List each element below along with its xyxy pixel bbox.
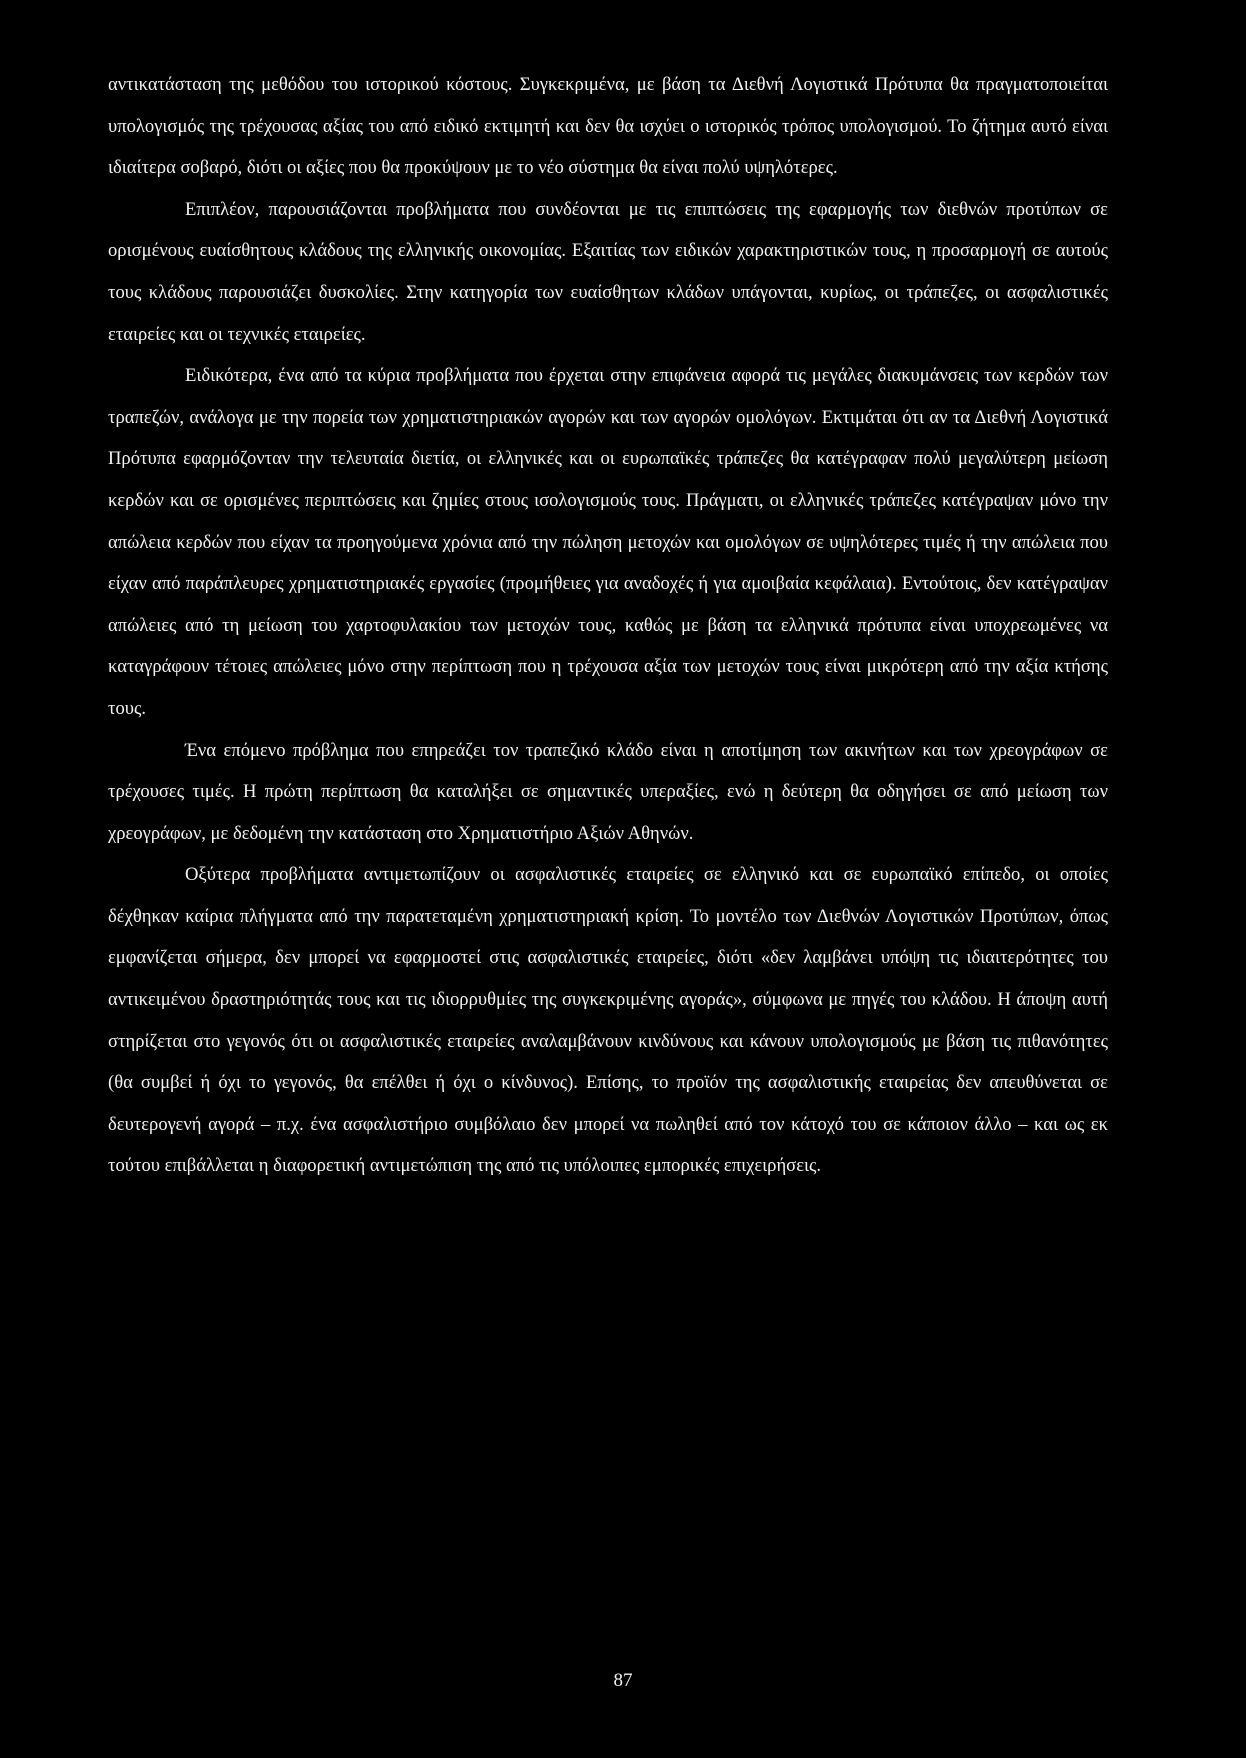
paragraph-4: Ένα επόμενο πρόβλημα που επηρεάζει τον τραπεζικό κλάδο είναι η αποτίμηση των ακινήτων και των χρεογράφων σε τρέχουσες τιμές. Η πρώτη περίπτωση θα καταλήξει σε σημαντικές υπεραξίες, ενώ η δεύτερη θα οδηγήσει σε από μείωση των χρεογράφων, με δεδομένη την κατάσταση στο Χρηματιστήριο Αξιών Αθηνών. <box>108 739 1108 844</box>
paragraph-5: Οξύτερα προβλήματα αντιμετωπίζουν οι ασφαλιστικές εταιρείες σε ελληνικό και σε ευρωπαϊκό επίπεδο, οι οποίες δέχθηκαν καίρια πλήγματα από την παρατεταμένη χρηματιστηριακή κρίση. Το μοντέλο των Διεθνών Λογιστικών Προτύπων, όπως εμφανίζεται σήμερα, δεν μπορεί να εφαρμοστεί στις ασφαλιστικές εταιρείες, διότι «δεν λαμβάνει υπόψη τις ιδιαιτερότητες του αντικειμένου δραστηριότητάς τους και τις ιδιορρυθμίες της συγκεκριμένης αγοράς», σύμφωνα με πηγές του κλάδου. Η άποψη αυτή στηρίζεται στο γεγονός ότι οι ασφαλιστικές εταιρείες αναλαμβάνουν κινδύνους και κάνουν υπολογισμούς με βάση τις πιθανότητες (θα συμβεί ή όχι το γεγονός, θα επέλθει ή όχι ο κίνδυνος). Επίσης, το προϊόν της ασφαλιστικής εταιρείας δεν απευθύνεται σε δευτερογενή αγορά – π.χ. ένα ασφαλιστήριο συμβόλαιο δεν μπορεί να πωληθεί από τον κάτοχό του σε κάποιον άλλο – και ως εκ τούτου επιβάλλεται η διαφορετική αντιμετώπιση της από τις υπόλοιπες εμπορικές επιχειρήσεις. <box>108 864 1108 1177</box>
paragraph-1: αντικατάσταση της μεθόδου του ιστορικού κόστους. Συγκεκριμένα, με βάση τα Διεθνή Λογιστικά Πρότυπα θα πραγματοποιείται υπολογισμός της τρέχουσας αξίας του από ειδικό εκτιμητή και δεν θα ισχύει ο ιστορικός τρόπος υπολογισμού. Το ζήτημα αυτό είναι ιδιαίτερα σοβαρό, διότι οι αξίες που θα προκύψουν με το νέο σύστημα θα είναι πολύ υψηλότερες. <box>108 74 1108 179</box>
page-number: 87 <box>613 1670 633 1691</box>
paragraph-2: Επιπλέον, παρουσιάζονται προβλήματα που συνδέονται με τις επιπτώσεις της εφαρμογής των διεθνών προτύπων σε ορισμένους ευαίσθητους κλάδους της ελληνικής οικονομίας. Εξαιτίας των ειδικών χαρακτηριστικών τους, η προσαρμογή σε αυτούς τους κλάδους παρουσιάζει δυσκολίες. Στην κατηγορία των ευαίσθητων κλάδων υπάγονται, κυρίως, οι τράπεζες, οι ασφαλιστικές εταιρείες και οι τεχνικές εταιρείες. <box>108 198 1108 345</box>
document-body <box>108 64 1108 1187</box>
paragraph-3: Ειδικότερα, ένα από τα κύρια προβλήματα που έρχεται στην επιφάνεια αφορά τις μεγάλες διακυμάνσεις των κερδών των τραπεζών, ανάλογα με την πορεία των χρηματιστηριακών αγορών και των αγορών ομολόγων. Εκτιμάται ότι αν τα Διεθνή Λογιστικά Πρότυπα εφαρμόζονταν την τελευταία διετία, οι ελληνικές και οι ευρωπαϊκές τράπεζες θα κατέγραφαν πολύ μεγαλύτερη μείωση κερδών και σε ορισμένες περιπτώσεις και ζημίες στους ισολογισμούς τους. Πράγματι, οι ελληνικές τράπεζες κατέγραψαν μόνο την απώλεια κερδών που είχαν τα προηγούμενα χρόνια από την πώληση μετοχών και ομολόγων σε υψηλότερες τιμές ή την απώλεια που είχαν από παράπλευρες χρηματιστηριακές εργασίες (προμήθειες για αναδοχές ή για αμοιβαία κεφάλαια). Εντούτοις, δεν κατέγραψαν απώλειες από τη μείωση του χαρτοφυλακίου των μετοχών τους, καθώς με βάση τα ελληνικά πρότυπα είναι υποχρεωμένες να καταγράφουν τέτοιες απώλειες μόνο στην περίπτωση που η τρέχουσα αξία των μετοχών τους είναι μικρότερη από την αξία κτήσης τους. <box>108 365 1108 719</box>
